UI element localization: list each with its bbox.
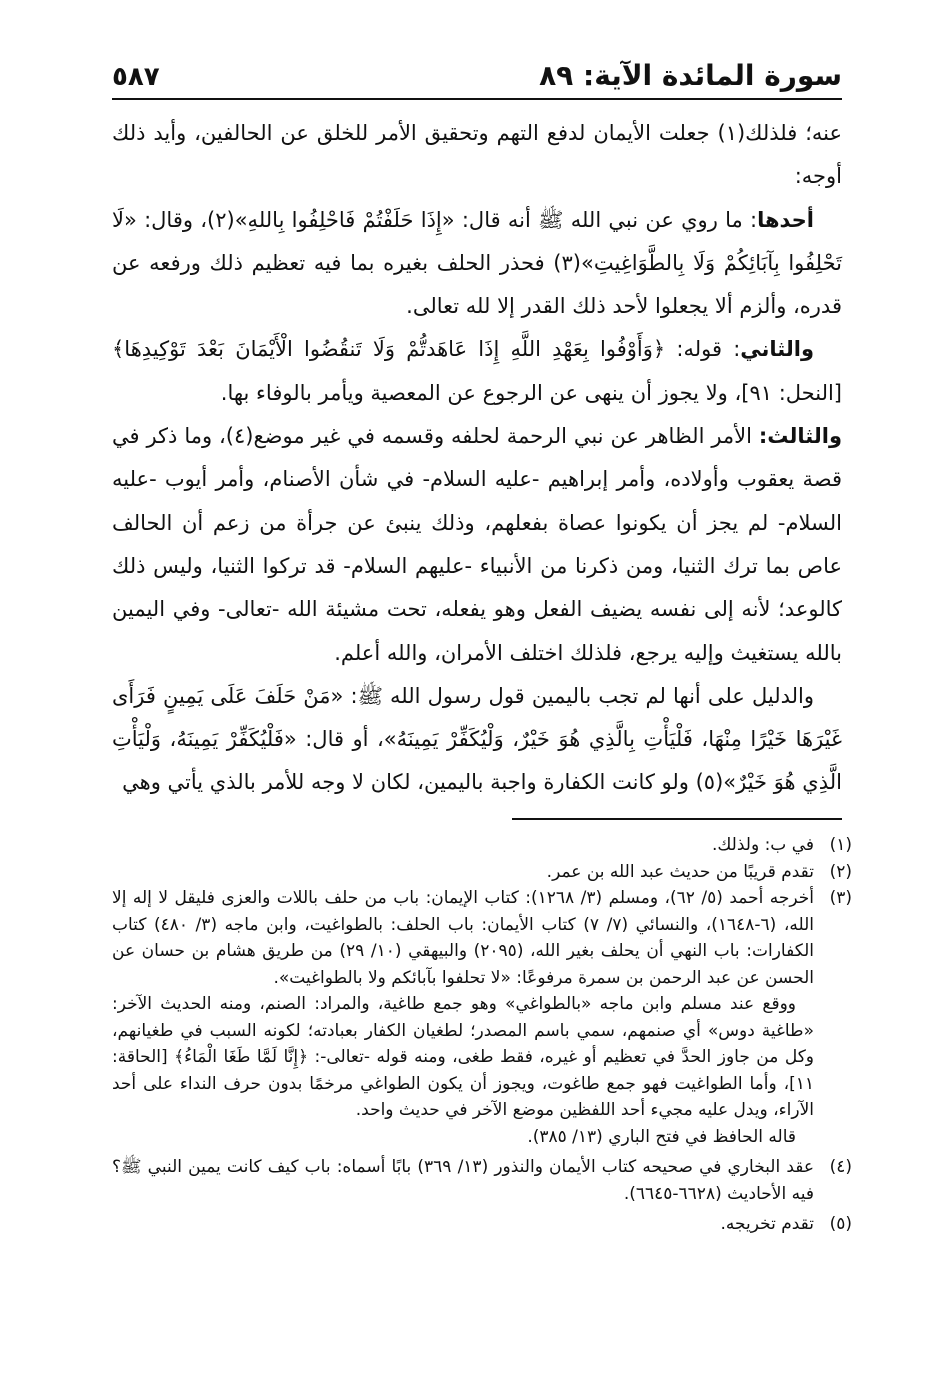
paragraph-first-aspect xyxy=(112,199,842,329)
footnote xyxy=(112,832,852,859)
footnote-text: في ب: ولذلك. xyxy=(711,835,814,855)
footnote-text: قاله الحافظ في فتح الباري (١٣/ ٣٨٥). xyxy=(527,1126,796,1147)
footnote-text: تقدم قريبًا من حديث عبد الله بن عمر. xyxy=(546,861,814,882)
footnote-text: ووقع عند مسلم وابن ماجه «بالطواغي» وهو جمع طاغية، والمراد: الصنم، ومنه الحديث الآخر: «طاغية دوس» أي صنمهم، سمي باسم المصدر؛ لطغيان الكفار بعبادته؛ لكونه السبب في طغيانهم، وكل من جاوز الحدَّ في تعظيم أو غيره، فقط طغى، ومنه قوله -تعالى-: ﴿إِنَّا لَمَّا طَغَا الْمَاءُ﴾ [الحاقة: ١١]، وأما الطواغيت فهو جمع طاغوت، ويجوز أن يكون الطواغي مرخمًا بدون حرف النداء على أحد الآراء، ويدل عليه مجيء أحد اللفظين موضع الآخر في حديث واحد. xyxy=(112,994,814,1120)
paragraph-intro: عنه؛ فلذلك(١) جعلت الأيمان لدفع التهم وتحقيق الأمر للخلق عن الحالفين، وأيد ذلك أوجه: xyxy=(112,121,842,189)
aspect-text-first: : ما روي عن نبي الله ﷺ أنه قال: «إِذَا حَلَفْتُمْ فَاحْلِفُوا بِاللهِ»(٢)، وقال: «لَا تَحْلِفُوا بِآبَائِكُمْ وَلَا بِالطَّوَاغِيتِ»(٣) فحذر الحلف بغيره بما فيه تعظيم ذلك ورفعه عن قدره، وألزم ألا يجعلوا لأحد ذلك القدر إلا لله تعالى. xyxy=(112,207,842,319)
footnote xyxy=(112,885,852,1150)
footnote-number: (٥) xyxy=(829,1214,852,1234)
aspect-label-second: والثاني xyxy=(740,337,814,362)
aspect-label-third: والثالث: xyxy=(758,424,842,449)
page-number: ٥٨٧ xyxy=(112,62,160,92)
footnote-number: (١) xyxy=(829,835,852,855)
footnote-text: تقدم تخريجه. xyxy=(720,1214,814,1234)
footnotes xyxy=(112,832,852,1238)
page-header xyxy=(112,48,842,100)
footnote-number: (٣) xyxy=(829,888,852,908)
paragraph-third-aspect xyxy=(112,415,842,675)
footnote xyxy=(112,859,852,886)
aspect-label-first: أحدها xyxy=(757,207,815,232)
footnote-text: عقد البخاري في صحيحه كتاب الأيمان والنذور (١٣/ ٣٦٩) بابًا أسماه: باب كيف كانت يمين النبي ﷺ؟ فيه الأحاديث (٦٦٢٨-٦٦٤٥). xyxy=(112,1157,814,1204)
footnote xyxy=(112,1211,852,1238)
paragraph-evidence: والدليل على أنها لم تجب باليمين قول رسول الله ﷺ: «مَنْ حَلَفَ عَلَى يَمِينٍ فَرَأَى غَيْرَهَا خَيْرًا مِنْهَا، فَلْيَأْتِ بِالَّذِي هُوَ خَيْرٌ، وَلْيُكَفِّرْ يَمِينَهُ»، أو قال: «فَلْيُكَفِّرْ يَمِينَهُ، وَلْيَأْتِ الَّذِي هُوَ خَيْرٌ»(٥) ولو كانت الكفارة واجبة باليمين، لكان لا وجه للأمر بالذي يأتي وهي xyxy=(112,683,842,795)
surah-title: سورة المائدة الآية: ٨٩ xyxy=(539,59,842,92)
footnote-separator xyxy=(512,818,842,820)
main-text xyxy=(112,112,842,805)
aspect-text-third: الأمر الظاهر عن نبي الرحمة لحلفه وقسمه في غير موضع(٤)، وما ذكر في قصة يعقوب وأولاده، وأمر إبراهيم -عليه السلام- في شأن الأصنام، وأمر أيوب -عليه السلام- لم يجز أن يكونوا عصاة بفعلهم، وذلك ينبئ عن جرأة من زعم أن الحالف عاص بما ترك الثنيا، ومن ذكرنا من الأنبياء -عليهم السلام- قد تركوا الثنيا، وليس ذلك كالوعد؛ لأنه إلى نفسه يضيف الفعل وهو يفعله، تحت مشيئة الله -تعالى- وفي اليمين بالله يستغيث وإليه يرجع، فلذلك اختلف الأمران، والله أعلم. xyxy=(112,424,842,665)
paragraph-second-aspect xyxy=(112,328,842,415)
footnote-number: (٢) xyxy=(829,861,852,882)
footnote-text: أخرجه أحمد (٥/ ٦٢)، ومسلم (٣/ ١٢٦٨): كتاب الإيمان: باب من حلف باللات والعزى فليقل لا إله إلا الله، (٦-١٦٤٨)، والنسائي (٧/ ٧) كتاب الأيمان: باب الحلف: بالطواغيت، وابن ماجه (٣/ ٤٨٠) كتاب الكفارات: باب النهي أن يحلف بغير الله، (٢٠٩٥) والبيهقي (١٠/ ٢٩) من طريق هشام بن حسان عن الحسن عن عبد الرحمن بن سمرة مرفوعًا: «لا تحلفوا بآبائكم ولا بالطواغيت». xyxy=(112,888,815,988)
footnote-number: (٤) xyxy=(829,1157,852,1177)
footnote xyxy=(112,1154,852,1207)
aspect-text-second: : قوله: ﴿وَأَوْفُوا بِعَهْدِ اللَّهِ إِذَا عَاهَدتُّمْ وَلَا تَنقُضُوا الْأَيْمَانَ بَعْدَ تَوْكِيدِهَا﴾ [النحل: ٩١]، ولا يجوز أن ينهى عن الرجوع عن المعصية ويأمر بالوفاء بها. xyxy=(112,337,842,405)
